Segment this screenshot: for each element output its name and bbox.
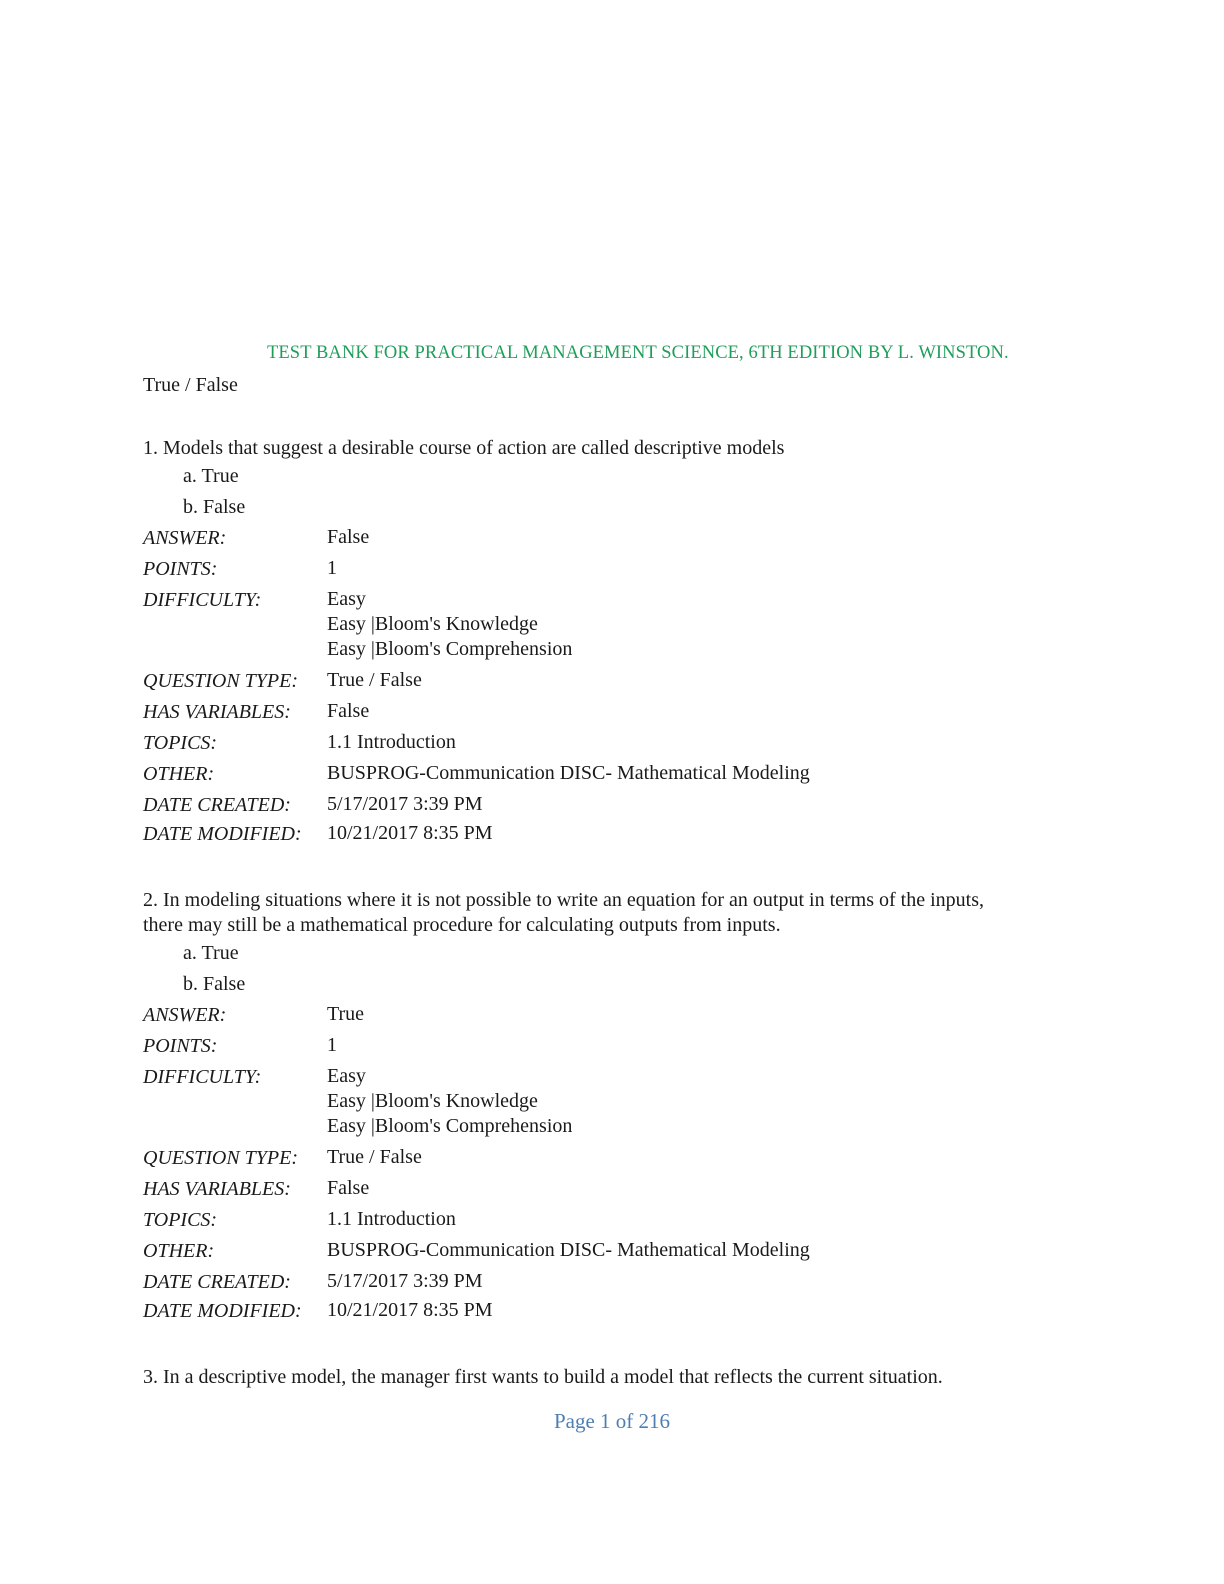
- question-2-points-label: POINTS:: [143, 1035, 218, 1057]
- question-2-difficulty-3: Easy |Bloom's Comprehension: [327, 1115, 573, 1137]
- question-2-option-b: b. False: [183, 973, 246, 995]
- question-1-points-label: POINTS:: [143, 558, 218, 580]
- question-2-difficulty-1: Easy: [327, 1065, 366, 1087]
- question-1-text: 1. Models that suggest a desirable course of action are called descriptive models: [143, 437, 785, 459]
- question-1-date-created-label: DATE CREATED:: [143, 794, 291, 816]
- question-1-answer: False: [327, 526, 370, 548]
- question-1-date-modified: 10/21/2017 8:35 PM: [327, 822, 493, 844]
- question-1-other-label: OTHER:: [143, 763, 215, 785]
- question-2-answer: True: [327, 1003, 365, 1025]
- section-title: True / False: [143, 374, 238, 396]
- question-1-question-type: True / False: [327, 669, 422, 691]
- question-2-difficulty-label: DIFFICULTY:: [143, 1066, 262, 1088]
- question-2-answer-label: ANSWER:: [143, 1004, 227, 1026]
- question-1-topics-label: TOPICS:: [143, 732, 218, 754]
- question-2-other: BUSPROG-Communication DISC- Mathematical Modeling: [327, 1239, 810, 1261]
- document-header: TEST BANK FOR PRACTICAL MANAGEMENT SCIENCE, 6TH EDITION BY L. WINSTON.: [267, 343, 1009, 363]
- question-2-date-modified: 10/21/2017 8:35 PM: [327, 1299, 493, 1321]
- question-2-has-variables: False: [327, 1177, 370, 1199]
- question-2-text-line-1: 2. In modeling situations where it is not possible to write an equation for an output in terms of the inputs,: [143, 889, 984, 911]
- question-1-option-b: b. False: [183, 496, 246, 518]
- question-2-points: 1: [327, 1034, 337, 1056]
- question-1-option-a: a. True: [183, 465, 239, 487]
- question-1-difficulty-label: DIFFICULTY:: [143, 589, 262, 611]
- question-1-points: 1: [327, 557, 337, 579]
- question-1-difficulty-2: Easy |Bloom's Knowledge: [327, 613, 538, 635]
- question-1-difficulty-1: Easy: [327, 588, 366, 610]
- question-1-answer-label: ANSWER:: [143, 527, 227, 549]
- question-1-question-type-label: QUESTION TYPE:: [143, 670, 299, 692]
- question-2-difficulty-2: Easy |Bloom's Knowledge: [327, 1090, 538, 1112]
- question-2-other-label: OTHER:: [143, 1240, 215, 1262]
- question-2-question-type-label: QUESTION TYPE:: [143, 1147, 299, 1169]
- question-2-option-a: a. True: [183, 942, 239, 964]
- question-2-date-created-label: DATE CREATED:: [143, 1271, 291, 1293]
- question-2-topics: 1.1 Introduction: [327, 1208, 456, 1230]
- question-1-topics: 1.1 Introduction: [327, 731, 456, 753]
- question-2-date-modified-label: DATE MODIFIED:: [143, 1300, 302, 1322]
- question-2-topics-label: TOPICS:: [143, 1209, 218, 1231]
- page-number-footer: Page 1 of 216: [553, 1409, 671, 1433]
- question-2-has-variables-label: HAS VARIABLES:: [143, 1178, 291, 1200]
- question-1-other: BUSPROG-Communication DISC- Mathematical Modeling: [327, 762, 810, 784]
- question-1-has-variables-label: HAS VARIABLES:: [143, 701, 291, 723]
- question-1-has-variables: False: [327, 700, 370, 722]
- question-2-date-created: 5/17/2017 3:39 PM: [327, 1270, 483, 1292]
- question-1-date-created: 5/17/2017 3:39 PM: [327, 793, 483, 815]
- question-1-date-modified-label: DATE MODIFIED:: [143, 823, 302, 845]
- question-1-difficulty-3: Easy |Bloom's Comprehension: [327, 638, 573, 660]
- question-2-text-line-2: there may still be a mathematical procedure for calculating outputs from inputs.: [143, 914, 781, 936]
- question-3-text: 3. In a descriptive model, the manager first wants to build a model that reflects the current situation.: [143, 1366, 943, 1388]
- question-2-question-type: True / False: [327, 1146, 422, 1168]
